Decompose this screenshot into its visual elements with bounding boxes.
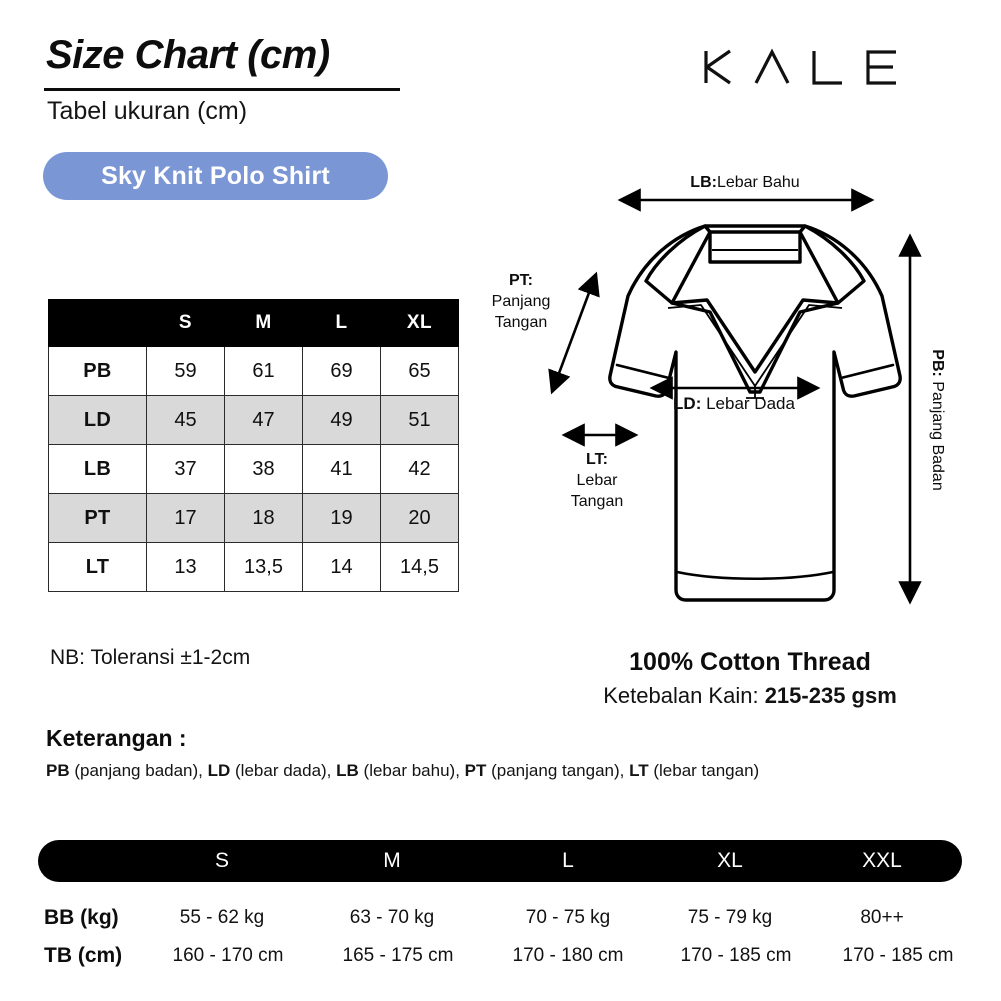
pt-measure-arrow bbox=[552, 274, 596, 392]
cell-pt-s: 17 bbox=[147, 494, 225, 543]
cell-bb-m: 63 - 70 kg bbox=[349, 907, 435, 928]
fabric-thickness-label: Ketebalan Kain: bbox=[603, 683, 765, 708]
cell-tb-l: 170 - 180 cm bbox=[512, 945, 624, 966]
body-row-label-tb: TB (cm) bbox=[44, 944, 123, 967]
cell-lt-xl: 14,5 bbox=[381, 543, 459, 592]
ld-code: LD: bbox=[673, 394, 702, 413]
cell-bb-s: 55 - 62 kg bbox=[179, 907, 265, 928]
cell-pb-s: 59 bbox=[147, 347, 225, 396]
lb-label bbox=[690, 174, 799, 192]
cell-tb-xxl: 170 - 185 cm bbox=[842, 945, 954, 966]
pt-line1: Panjang bbox=[491, 292, 551, 310]
table-row bbox=[49, 543, 459, 592]
cell-ld-s: 45 bbox=[147, 396, 225, 445]
legend-desc-pb: (panjang badan), bbox=[69, 761, 208, 780]
lb-text: Lebar Bahu bbox=[716, 174, 800, 191]
legend-desc-lb: (lebar bahu), bbox=[358, 761, 465, 780]
size-table-col-m: M bbox=[225, 300, 303, 347]
size-table-col-xl: XL bbox=[381, 300, 459, 347]
size-table-corner-cell bbox=[49, 300, 147, 347]
size-table-header-row bbox=[49, 300, 459, 347]
cell-ld-l: 49 bbox=[303, 396, 381, 445]
cell-pb-l: 69 bbox=[303, 347, 381, 396]
title-underline bbox=[44, 88, 400, 91]
cell-lt-l: 14 bbox=[303, 543, 381, 592]
legend-abbreviations bbox=[46, 761, 759, 781]
legend-desc-lt: (lebar tangan) bbox=[648, 761, 760, 780]
kale-brand-logo bbox=[700, 44, 900, 90]
tolerance-note: NB: Toleransi ±1-2cm bbox=[50, 646, 251, 669]
size-measurement-table bbox=[48, 299, 459, 592]
pt-line2: Tangan bbox=[494, 313, 548, 331]
body-size-l: L bbox=[562, 849, 574, 872]
fabric-info bbox=[530, 648, 970, 709]
ld-label bbox=[673, 394, 795, 414]
lt-line2: Tangan bbox=[570, 492, 624, 510]
legend-desc-pt: (panjang tangan), bbox=[486, 761, 630, 780]
table-row bbox=[49, 396, 459, 445]
row-label-lb: LB bbox=[49, 445, 147, 494]
body-size-xl: XL bbox=[717, 849, 743, 872]
row-label-lt: LT bbox=[49, 543, 147, 592]
body-size-xxl: XXL bbox=[862, 849, 902, 872]
cell-tb-xl: 170 - 185 cm bbox=[680, 945, 792, 966]
cell-pt-m: 18 bbox=[225, 494, 303, 543]
body-row-label-bb: BB (kg) bbox=[44, 906, 119, 929]
lt-code: LT: bbox=[586, 451, 608, 468]
product-name-badge bbox=[43, 152, 388, 200]
row-label-pb: PB bbox=[49, 347, 147, 396]
cell-lt-m: 13,5 bbox=[225, 543, 303, 592]
lb-code: LB: bbox=[690, 174, 717, 191]
cell-lb-l: 41 bbox=[303, 445, 381, 494]
product-name-label: Sky Knit Polo Shirt bbox=[101, 161, 330, 190]
cell-bb-xl: 75 - 79 kg bbox=[687, 907, 773, 928]
fabric-thickness-value: 215-235 gsm bbox=[764, 683, 897, 708]
pt-label bbox=[492, 271, 551, 333]
legend-desc-ld: (lebar dada), bbox=[230, 761, 337, 780]
cell-pt-l: 19 bbox=[303, 494, 381, 543]
cell-pb-m: 61 bbox=[225, 347, 303, 396]
table-row bbox=[49, 347, 459, 396]
body-size-s: S bbox=[214, 849, 230, 872]
cell-lt-s: 13 bbox=[147, 543, 225, 592]
body-size-m: M bbox=[383, 849, 401, 872]
cell-bb-l: 70 - 75 kg bbox=[525, 907, 611, 928]
cell-ld-xl: 51 bbox=[381, 396, 459, 445]
legend-code-lb: LB bbox=[336, 761, 359, 780]
fabric-thickness bbox=[530, 683, 970, 709]
ld-text: Lebar Dada bbox=[701, 394, 795, 413]
legend-heading: Keterangan : bbox=[46, 725, 187, 751]
legend-code-pb: PB bbox=[46, 761, 70, 780]
pb-text: Panjang Badan bbox=[929, 376, 946, 491]
lt-label bbox=[571, 450, 624, 512]
cell-lb-s: 37 bbox=[147, 445, 225, 494]
cell-bb-xxl: 80++ bbox=[860, 907, 904, 928]
cell-tb-s: 160 - 170 cm bbox=[172, 945, 284, 966]
pt-code: PT: bbox=[509, 272, 533, 289]
pb-code: PB: bbox=[929, 349, 946, 377]
table-row bbox=[49, 494, 459, 543]
cell-pb-xl: 65 bbox=[381, 347, 459, 396]
size-table-col-s: S bbox=[147, 300, 225, 347]
pb-label bbox=[928, 349, 946, 490]
size-table-col-l: L bbox=[303, 300, 381, 347]
table-row bbox=[49, 445, 459, 494]
page-title: Size Chart (cm) bbox=[46, 33, 330, 77]
legend-code-ld: LD bbox=[207, 761, 231, 780]
row-label-ld: LD bbox=[49, 396, 147, 445]
page-subtitle: Tabel ukuran (cm) bbox=[47, 97, 248, 125]
legend-code-lt: LT bbox=[629, 761, 649, 780]
row-label-pt: PT bbox=[49, 494, 147, 543]
cell-tb-m: 165 - 175 cm bbox=[342, 945, 454, 966]
cell-ld-m: 47 bbox=[225, 396, 303, 445]
cell-pt-xl: 20 bbox=[381, 494, 459, 543]
cell-lb-xl: 42 bbox=[381, 445, 459, 494]
fabric-composition: 100% Cotton Thread bbox=[629, 648, 871, 676]
body-size-header-bar bbox=[38, 840, 962, 882]
legend-code-pt: PT bbox=[464, 761, 487, 780]
lt-line1: Lebar bbox=[576, 471, 618, 489]
cell-lb-m: 38 bbox=[225, 445, 303, 494]
